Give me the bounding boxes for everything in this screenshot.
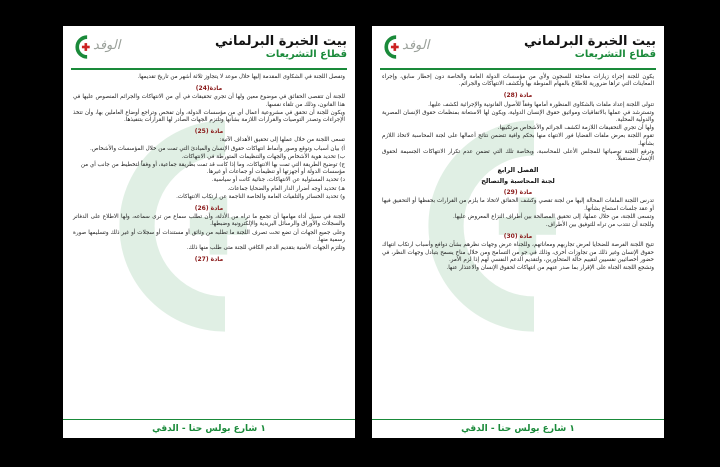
header-rule [380, 68, 656, 70]
section-heading: الفصل الرابع [497, 166, 539, 175]
article-heading: مادة (27) [194, 256, 224, 264]
page-footer: ١ شارع بولس حنا - الدقي [372, 419, 664, 438]
document-page-left [63, 26, 355, 438]
page-body [73, 74, 345, 416]
list-item: و) تحديد الخسائر والتلفيات العامة والخاصة الناجمة عن ارتكاب الانتهاكات. [176, 193, 345, 200]
header-rule [71, 68, 347, 70]
brand-block [524, 34, 656, 61]
page-header [380, 34, 656, 64]
article-heading: مادة (29) [503, 189, 533, 197]
page-footer: ١ شارع بولس حنا - الدقي [63, 419, 355, 438]
logo-text: الوفد [93, 38, 121, 53]
paragraph: للجنة أن تتقصى الحقائق في موضوع معين ولها أن تجري تحقيقات في أي من الانتهاكات والجرائم المنصوص عليها في هذا القانون، وذلك من تلقاء نفسها. [73, 94, 345, 108]
article-heading: مادة(24) [195, 85, 223, 93]
paragraph: وترفع اللجنة توصياتها للمجلس الأعلى للمحاسبة، وبخاصة تلك التي تضمن عدم تكرار الانتهاكات الجسيمة لحقوق الإنسان مستقبلاً. [382, 148, 654, 163]
list-item: أ) بيان أسباب وتوقع وصور وأنماط انتهاكات حقوق الإنسان والمبادئ التي تمت من خلال المؤسسات والأشخاص. [90, 145, 345, 152]
brand-subtitle: قطاع التشريعات [574, 49, 656, 60]
paragraph: يكون للجنة إجراء زيارات مفاجئة للسجون ولأي من مؤسسات الدولة العامة والخاصة دون إخطار سابق، وإجراء المعاينات التي تراها ضرورية للاطلاع بالمهام المنوطة بها ولكشف الانتهاكات والجرائم. [382, 74, 654, 88]
paragraph: تقوم اللجنة بعرض ملفات القضايا فور الانتهاء منها بحكم وافية تتضمن نتائج أعمالها على لجنة المحاسبة لاتخاذ اللازم بشأنها. [382, 133, 654, 147]
list-item: د) تحديد المسئولية عن الانتهاكات، جنائية كانت أو سياسية. [211, 177, 345, 184]
paragraph: ويكون للجنة أن تحقق في مشروعية أعمال أي من مؤسسات الدولة، وأن تفحص وتراجع أوضاع العاملين بها، وأن تتخذ الإجراءات وتصدر التوصيات والقرارات اللازمة بشأنها وتلتزم الجهات الصادر لها القرارات بتنفيذها. [73, 109, 345, 124]
paragraph: للجنة في سبيل أداء مهامها أن تجمع ما تراه من الأدلة، وأن تطلب سماع من ترى سماعه، ولها الاطلاع على الدفاتر والسجلات والأوراق والرسائل البريدية والإلكترونية وضبطها. [73, 214, 345, 228]
article-heading: مادة (25) [194, 128, 224, 136]
page-header [71, 34, 347, 64]
paragraph: وللجنة أن تنتدب من تراه للتوفيق بين الأطراف. [545, 222, 654, 229]
paragraph: وتفصل اللجنة في الشكاوى المقدمة إليها خلال موعد لا يتجاوز ثلاثة أشهر من تاريخ تقديمها. [137, 74, 345, 80]
article-heading: مادة (30) [503, 233, 533, 241]
paragraph: تدرس اللجنة الملفات المحالة إليها من لجنة تقصي وكشف الحقائق لاتخاذ ما يلزم من القرارات بحفظها أو التحقيق فيها أو عقد جلسات استماع بشأنها. [382, 198, 654, 212]
article-heading: مادة (28) [503, 92, 533, 100]
paragraph: ولها أن تجري التحقيقات اللازمة لكشف الجرائم والأشخاص مرتكبيها. [497, 125, 654, 132]
paragraph: وتلتزم الجهات الأمنية بتقديم الدعم الكافي للجنة متى طلب منها ذلك. [186, 245, 345, 252]
paragraph: تتولى اللجنة إعداد ملفات بالشكاوى المنظورة أمامها وفقاً للأصول القانونية والإجرائية لكشف عليها. [428, 101, 654, 108]
brand-title: بيت الخبرة البرلماني [523, 34, 656, 49]
list-item: ب) تحديد هوية الأشخاص والجهات والتنظيمات المتورطة في الانتهاكات. [181, 153, 345, 160]
logo-text: الوفد [402, 38, 430, 53]
section-heading: لجنة المحاسبة والتصالح [481, 177, 555, 186]
brand-subtitle: قطاع التشريعات [265, 49, 347, 60]
page-body [382, 74, 654, 416]
paragraph: وعلى جميع الجهات أن تضع تحت تصرف اللجنة ما تطلبه من وثائق أو مستندات أو سجلات أو غير ذلك وتسليمها صورة رسمية منها. [73, 229, 345, 243]
paragraph: وتسترشد في عملها بالاتفاقيات ومواثيق حقوق الإنسان الدولية، ويكون لها الاستعانة بمنظمات حقوق الإنسان المصرية والدولية المحلية. [382, 109, 654, 124]
list-item: ج) توضيح الطريقة التي تمت بها الانتهاكات، وما إذا كانت قد تمت بطريقة جماعية، أو وفقاً لتخطيط من جانب أي من مؤسسات الدولة أو أجهزتها أو تنظيمات أو جماعات أو غيرها. [80, 162, 345, 176]
wafd-logo [71, 34, 141, 64]
brand-title: بيت الخبرة البرلماني [214, 34, 347, 49]
paragraph: تسعى اللجنة من خلال عملها إلى تحقيق الأهداف الآتية: [219, 137, 345, 144]
document-page-right [372, 26, 664, 438]
paragraph: تتيح اللجنة الفرصة للضحايا لعرض تجاربهم ومعاناتهم، وللجناة عرض وجهات نظرهم بشأن دوافع وأسباب ارتكاب انتهاك حقوق الإنسان وغير ذلك من تجاوزات أخرى، وذلك في جو من التسامح ومن خلال مناخ يسمح بتبادل وجهات النظر، في حضور أخصائيين نفسيين لتقييم حالة المتحاورين، ولتقديم الدعم النفسي لهم إذا لزم الأمر. [382, 242, 654, 263]
brand-block [215, 34, 347, 61]
list-item: هـ) تحديد أوجه أضرار الدار العام والضحايا جماعات. [227, 185, 345, 192]
paragraph: وتشجع اللجنة الجناة على الإقرار بما صدر عنهم من انتهاكات لحقوق الإنسان والاعتذار عنها. [446, 265, 654, 272]
paragraph: وتسعى اللجنة، من خلال عملها، إلى تحقيق المصالحة بين أطراف النزاع المعروض عليها. [453, 213, 654, 220]
article-heading: مادة (26) [194, 205, 224, 213]
wafd-logo [380, 34, 450, 64]
